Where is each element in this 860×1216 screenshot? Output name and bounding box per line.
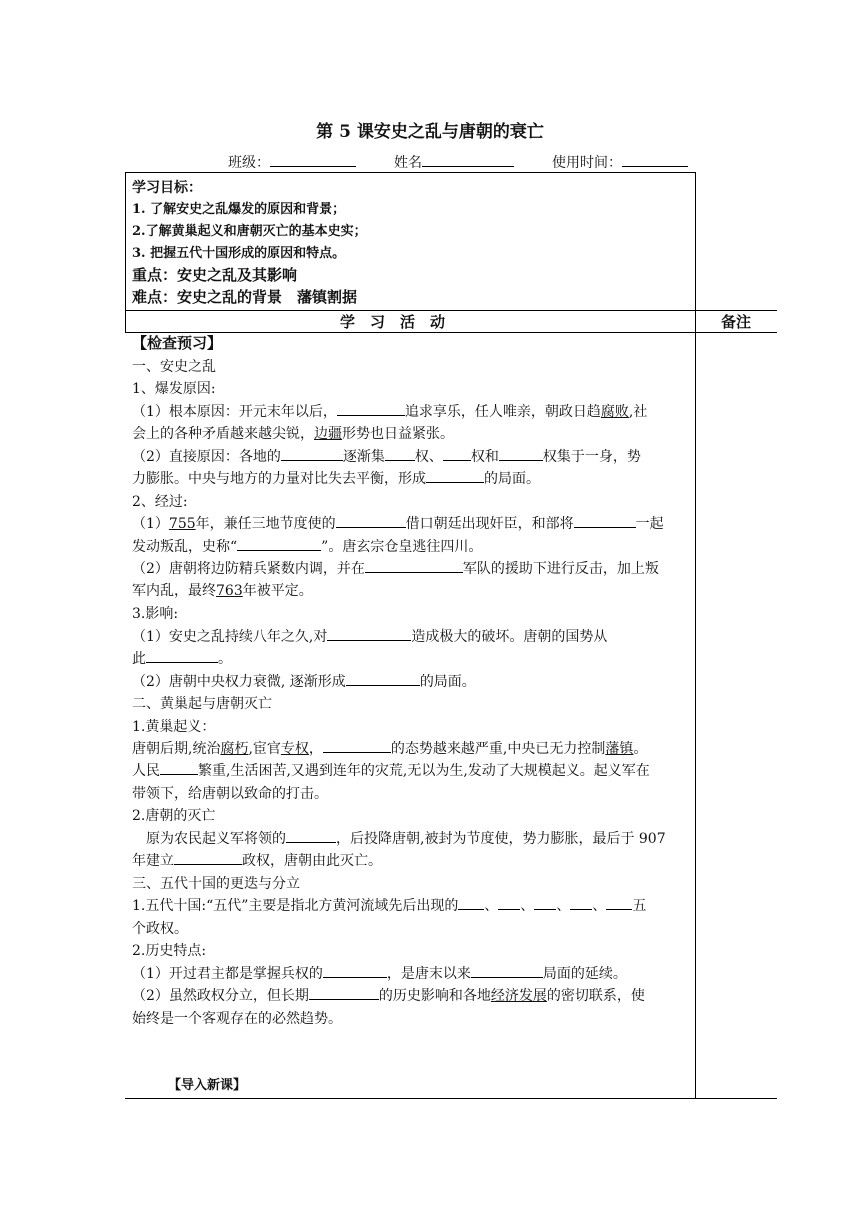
- fill-blank[interactable]: [606, 895, 632, 910]
- objectives-box-top: [125, 172, 696, 173]
- time-label: 使用时间：: [552, 155, 622, 171]
- subsection-heading: 1.黄巢起义：: [132, 719, 216, 735]
- name-blank[interactable]: [422, 154, 514, 167]
- activity-column-header: 学 习 活 动: [340, 313, 446, 331]
- fill-blank[interactable]: [237, 536, 321, 551]
- section-heading: 二、黄巢起与唐朝灭亡: [132, 696, 272, 712]
- text-line: 力膨胀。中央与地方的力量对比失去平衡，形成 的局面。: [132, 468, 540, 490]
- text-line: 个政权。: [132, 921, 188, 937]
- fill-blank[interactable]: [385, 446, 415, 461]
- objective-item: 2.了解黄巢起义和唐朝灭亡的基本史实；: [132, 224, 367, 239]
- fill-blank[interactable]: [337, 401, 405, 416]
- objective-item: 1. 了解安史之乱爆发的原因和背景；: [132, 202, 346, 217]
- fill-blank[interactable]: [286, 828, 336, 843]
- fill-blank[interactable]: [534, 895, 556, 910]
- text-line: （2）直接原因：各地的 逐渐集 权、 权和 权集于一身，势: [132, 446, 641, 468]
- class-label: 班级：: [228, 155, 270, 171]
- subsection-heading: 2.历史特点:: [132, 943, 207, 959]
- fill-blank[interactable]: [570, 895, 592, 910]
- time-blank[interactable]: [622, 154, 688, 167]
- fill-blank[interactable]: [160, 760, 198, 775]
- objective-item: 3. 把握五代十国形成的原因和特点。: [132, 246, 346, 261]
- objectives-heading: 学习目标：: [132, 180, 202, 196]
- table-top-border: [125, 310, 777, 311]
- class-blank[interactable]: [270, 154, 356, 167]
- key-point: 重点：安史之乱及其影响: [132, 266, 298, 284]
- fill-blank[interactable]: [323, 738, 391, 753]
- text-line: 人民 繁重,生活困苦,又遇到连年的灾荒,无以为生,发动了大规模起义。起义军在: [132, 760, 650, 782]
- subsection-heading: 2.唐朝的灭亡: [132, 808, 216, 824]
- text-line: （1）根本原因：开元末年以后， 追求享乐，任人唯亲，朝政日趋腐败,社: [132, 401, 647, 423]
- text-line: 会上的各种矛盾越来越尖锐，边疆形势也日益紧张。: [132, 426, 454, 442]
- text-line: 发动叛乱，史称“ ”。唐玄宗仓皇逃往四川。: [132, 536, 482, 558]
- subsection-heading: 1、爆发原因:: [132, 381, 216, 397]
- fill-blank[interactable]: [574, 513, 636, 528]
- objectives-box-left: [125, 172, 126, 310]
- new-lesson-heading: 【导入新课】: [168, 1078, 247, 1093]
- table-bottom-border: [125, 1098, 777, 1099]
- notes-column-header: 备注: [721, 313, 752, 331]
- section-heading: 一、安史之乱: [132, 359, 216, 375]
- fill-blank[interactable]: [443, 446, 471, 461]
- text-line: （1）安史之乱持续八年之久,对 造成极大的破坏。唐朝的国势从: [132, 626, 607, 648]
- subsection-heading: 3.影响:: [132, 606, 179, 622]
- page-title: 第 5 课安史之乱与唐朝的衰亡: [316, 122, 544, 142]
- preview-heading: 【检查预习】: [132, 334, 223, 352]
- fill-blank[interactable]: [336, 513, 406, 528]
- table-column-divider: [695, 310, 696, 1099]
- text-line: （1）755年，兼任三地节度使的 借口朝廷出现奸臣，和部将 一起: [132, 513, 664, 535]
- student-info-line: [228, 152, 688, 172]
- text-line: 1.五代十国:“五代”主要是指北方黄河流域先后出现的 、 、 、 、 五: [132, 895, 646, 917]
- subsection-heading: 2、经过:: [132, 494, 188, 510]
- text-line: （2）唐朝中央权力衰微, 逐渐形成 的局面。: [132, 671, 476, 693]
- fill-blank[interactable]: [146, 648, 218, 663]
- fill-blank[interactable]: [327, 626, 411, 641]
- fill-blank[interactable]: [365, 558, 463, 573]
- table-header-divider: [125, 332, 777, 333]
- fill-blank[interactable]: [498, 895, 520, 910]
- fill-blank[interactable]: [174, 850, 242, 865]
- text-line: （2）虽然政权分立，但长期 的历史影响和各地经济发展的密切联系，使: [132, 985, 645, 1007]
- fill-blank[interactable]: [281, 446, 343, 461]
- table-left-border: [125, 310, 126, 332]
- fill-blank[interactable]: [309, 985, 379, 1000]
- section-heading: 三、五代十国的更迭与分立: [132, 876, 300, 892]
- fill-blank[interactable]: [346, 671, 420, 686]
- text-line: 此 。: [132, 648, 232, 670]
- text-line: 始终是一个客观存在的必然趋势。: [132, 1011, 342, 1027]
- text-line: 带领下，给唐朝以致命的打击。: [132, 786, 328, 802]
- text-line: 军内乱，最终763年被平定。: [132, 583, 313, 599]
- fill-blank[interactable]: [426, 468, 484, 483]
- objectives-box-right: [695, 172, 696, 310]
- difficulty-point: 难点：安史之乱的背景 藩镇割据: [132, 288, 358, 306]
- fill-blank[interactable]: [499, 446, 543, 461]
- text-line: 唐朝后期,统治腐朽,宦官专权， 的态势越来越严重,中央已无力控制藩镇。: [132, 738, 647, 760]
- name-label: 姓名: [394, 155, 422, 171]
- text-line: （1）开过君主都是掌握兵权的 ，是唐末以来 局面的延续。: [132, 963, 627, 985]
- text-line: （2）唐朝将边防精兵紧数内调，并在 军队的援助下进行反击，加上叛: [132, 558, 659, 580]
- fill-blank[interactable]: [323, 963, 387, 978]
- text-line: 原为农民起义军将领的 ，后投降唐朝,被封为节度使，势力膨胀，最后于 907: [132, 828, 666, 850]
- fill-blank[interactable]: [471, 963, 543, 978]
- fill-blank[interactable]: [458, 895, 484, 910]
- text-line: 年建立 政权，唐朝由此灭亡。: [132, 850, 382, 872]
